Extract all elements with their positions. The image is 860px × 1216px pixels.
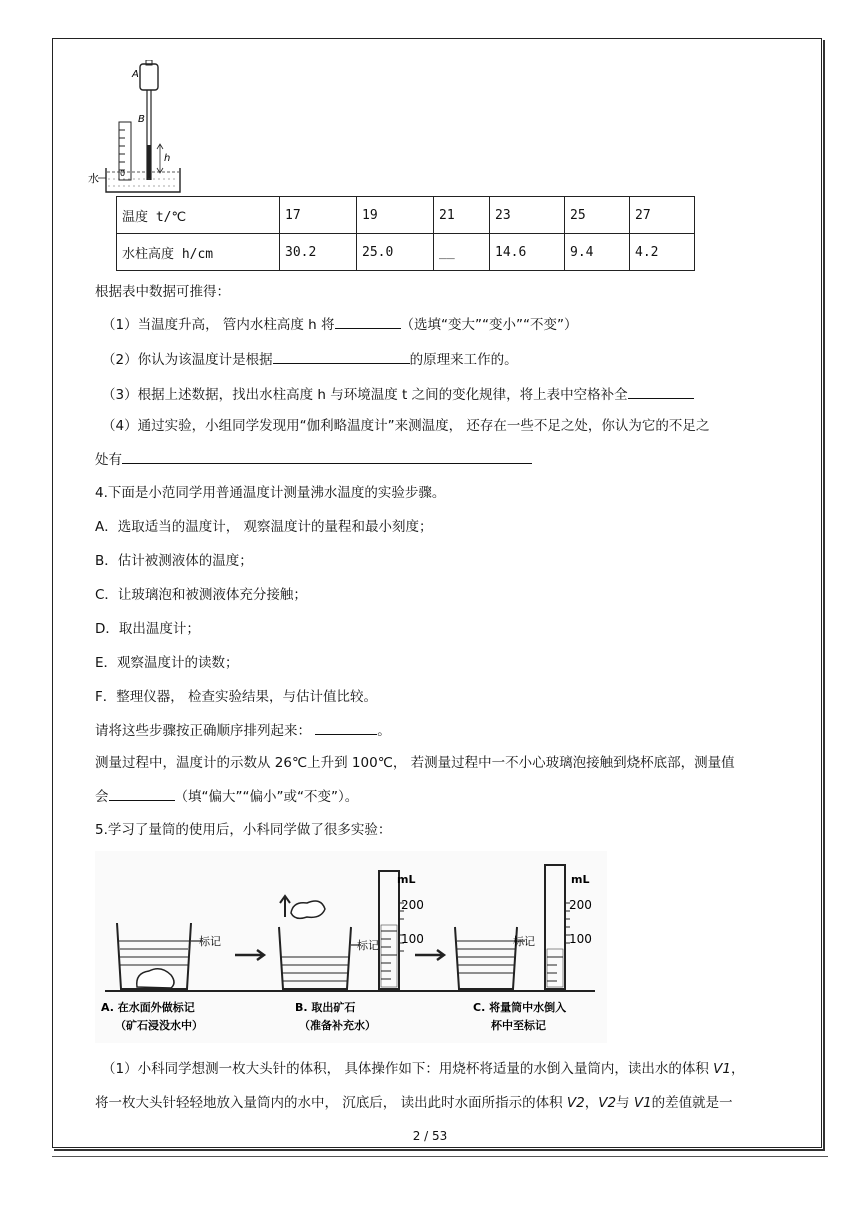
- label-water: 水: [88, 172, 99, 185]
- table-cell: 水柱高度 h/cm: [117, 234, 280, 271]
- table-cell: 温度 t/℃: [117, 197, 280, 234]
- table-cell: 21: [434, 197, 490, 234]
- step-e: E．观察温度计的读数；: [95, 655, 239, 671]
- table-cell: 30.2: [280, 234, 357, 271]
- question-text: 的差值就是一: [651, 1095, 733, 1111]
- label-b: B: [138, 114, 145, 125]
- question-text: 。: [377, 723, 391, 739]
- caption-a-line-1: A. 在水面外做标记: [101, 1001, 195, 1014]
- variable-v2: V2: [598, 1095, 617, 1111]
- problem-4-title: 4.下面是小范同学用普通温度计测量沸水温度的实验步骤。: [95, 485, 446, 501]
- label-zero: 0: [120, 169, 126, 178]
- label-h: h: [164, 153, 171, 164]
- table-cell: 4.2: [630, 234, 695, 271]
- caption-c-line-2: 杯中至标记: [491, 1019, 546, 1032]
- mark-label-b: 标记: [357, 939, 379, 952]
- caption-c-line-1: C. 将量筒中水倒入: [473, 1001, 567, 1014]
- step-f: F．整理仪器， 检查实验结果，与估计值比较。: [95, 689, 378, 705]
- answer-blank: [122, 450, 532, 464]
- variable-v1: V1: [713, 1061, 731, 1077]
- step-d: D．取出温度计；: [95, 621, 200, 637]
- problem-5-q1-line-1: [102, 1060, 745, 1078]
- question-text: ，: [731, 1061, 745, 1077]
- problem-5-title: 5.学习了量筒的使用后，小科同学做了很多实验：: [95, 822, 392, 838]
- table-cell: 9.4: [565, 234, 630, 271]
- question-2: [102, 350, 518, 369]
- step-c: C．让玻璃泡和被测液体充分接触；: [95, 587, 307, 603]
- answer-blank: [109, 787, 175, 801]
- cylinder-experiment-figure: [95, 851, 607, 1043]
- ml-label-b: mL: [397, 873, 416, 886]
- tick-200-c: 200: [569, 898, 592, 912]
- water-column: [147, 145, 151, 180]
- mark-label-c: 标记: [513, 935, 535, 948]
- tick-100-b: 100: [401, 932, 424, 946]
- question-4-line-1: （4）通过实验，小组同学发现用“伽利略温度计”来测温度， 还存在一些不足之处，你认为它的不足之: [102, 418, 710, 434]
- page-shadow-right: [823, 40, 825, 1150]
- galileo-thermometer-figure: [88, 60, 200, 194]
- table-cell: 14.6: [490, 234, 565, 271]
- table-cell: 25: [565, 197, 630, 234]
- measure-question-line-2: [95, 787, 358, 806]
- question-4-line-2: [95, 450, 532, 469]
- table-cell: 27: [630, 197, 695, 234]
- caption-b-line-1: B. 取出矿石: [295, 1001, 356, 1014]
- table-cell: __: [434, 234, 490, 271]
- step-a: A．选取适当的温度计， 观察温度计的量程和最小刻度；: [95, 519, 433, 535]
- tick-200-b: 200: [401, 898, 424, 912]
- answer-blank: [273, 350, 410, 364]
- question-text: （填“偏大”“偏小”或“不变”）。: [174, 789, 359, 805]
- temperature-height-table: [116, 196, 695, 271]
- ore-stone: [291, 901, 325, 918]
- question-text: 将一枚大头针轻轻地放入量筒内的水中， 沉底后， 读出此时水面所指示的体积: [95, 1095, 567, 1111]
- variable-v1: V1: [633, 1095, 652, 1111]
- question-text: （1）当温度升高， 管内水柱高度 h 将: [102, 317, 335, 333]
- answer-blank: [315, 721, 377, 735]
- flask-a: [140, 64, 158, 90]
- tick-100-c: 100: [569, 932, 592, 946]
- table-cell: 25.0: [357, 234, 434, 271]
- question-text: ，: [584, 1095, 599, 1111]
- ml-label-c: mL: [571, 873, 590, 886]
- question-text: 会: [95, 789, 109, 805]
- variable-v2: V2: [566, 1095, 585, 1111]
- question-text: （2）你认为该温度计是根据: [102, 352, 273, 368]
- label-a: A: [132, 69, 139, 80]
- page-number: 2 / 53: [412, 1129, 448, 1143]
- answer-blank: [628, 385, 694, 399]
- table-cell: 23: [490, 197, 565, 234]
- question-text: 请将这些步骤按正确顺序排列起来：: [95, 723, 311, 739]
- question-1: [102, 315, 578, 334]
- table-row: [117, 234, 695, 271]
- intro-text: 根据表中数据可推得：: [95, 284, 230, 300]
- page-shadow-bottom: [54, 1149, 825, 1151]
- problem-5-q1-line-2: [95, 1094, 733, 1112]
- question-text: 的原理来工作的。: [409, 352, 518, 368]
- question-text: （3）根据上述数据，找出水柱高度 h 与环境温度 t 之间的变化规律，将上表中空格补全: [102, 387, 628, 403]
- caption-a-line-2: （矿石浸没水中）: [115, 1019, 203, 1032]
- table-cell: 19: [357, 197, 434, 234]
- mark-label-a: 标记: [199, 935, 221, 948]
- order-question: [95, 721, 391, 740]
- measure-question-line-1: 测量过程中，温度计的示数从 26℃上升到 100℃， 若测量过程中一不小心玻璃泡接触到烧杯底部，测量值: [95, 755, 735, 771]
- answer-blank: [335, 315, 401, 329]
- question-3: [102, 385, 694, 404]
- step-b: B．估计被测液体的温度；: [95, 553, 253, 569]
- question-text: （选填“变大”“变小”“不变”）: [400, 317, 578, 333]
- question-text: （1）小科同学想测一枚大头针的体积， 具体操作如下：用烧杯将适量的水倒入量筒内，读出水的体积: [102, 1061, 714, 1077]
- question-text: 与: [616, 1095, 634, 1111]
- footer-rule: [52, 1156, 828, 1157]
- question-text: 处有: [95, 452, 122, 468]
- table-row: [117, 197, 695, 234]
- table-cell: 17: [280, 197, 357, 234]
- caption-b-line-2: （准备补充水）: [299, 1019, 376, 1032]
